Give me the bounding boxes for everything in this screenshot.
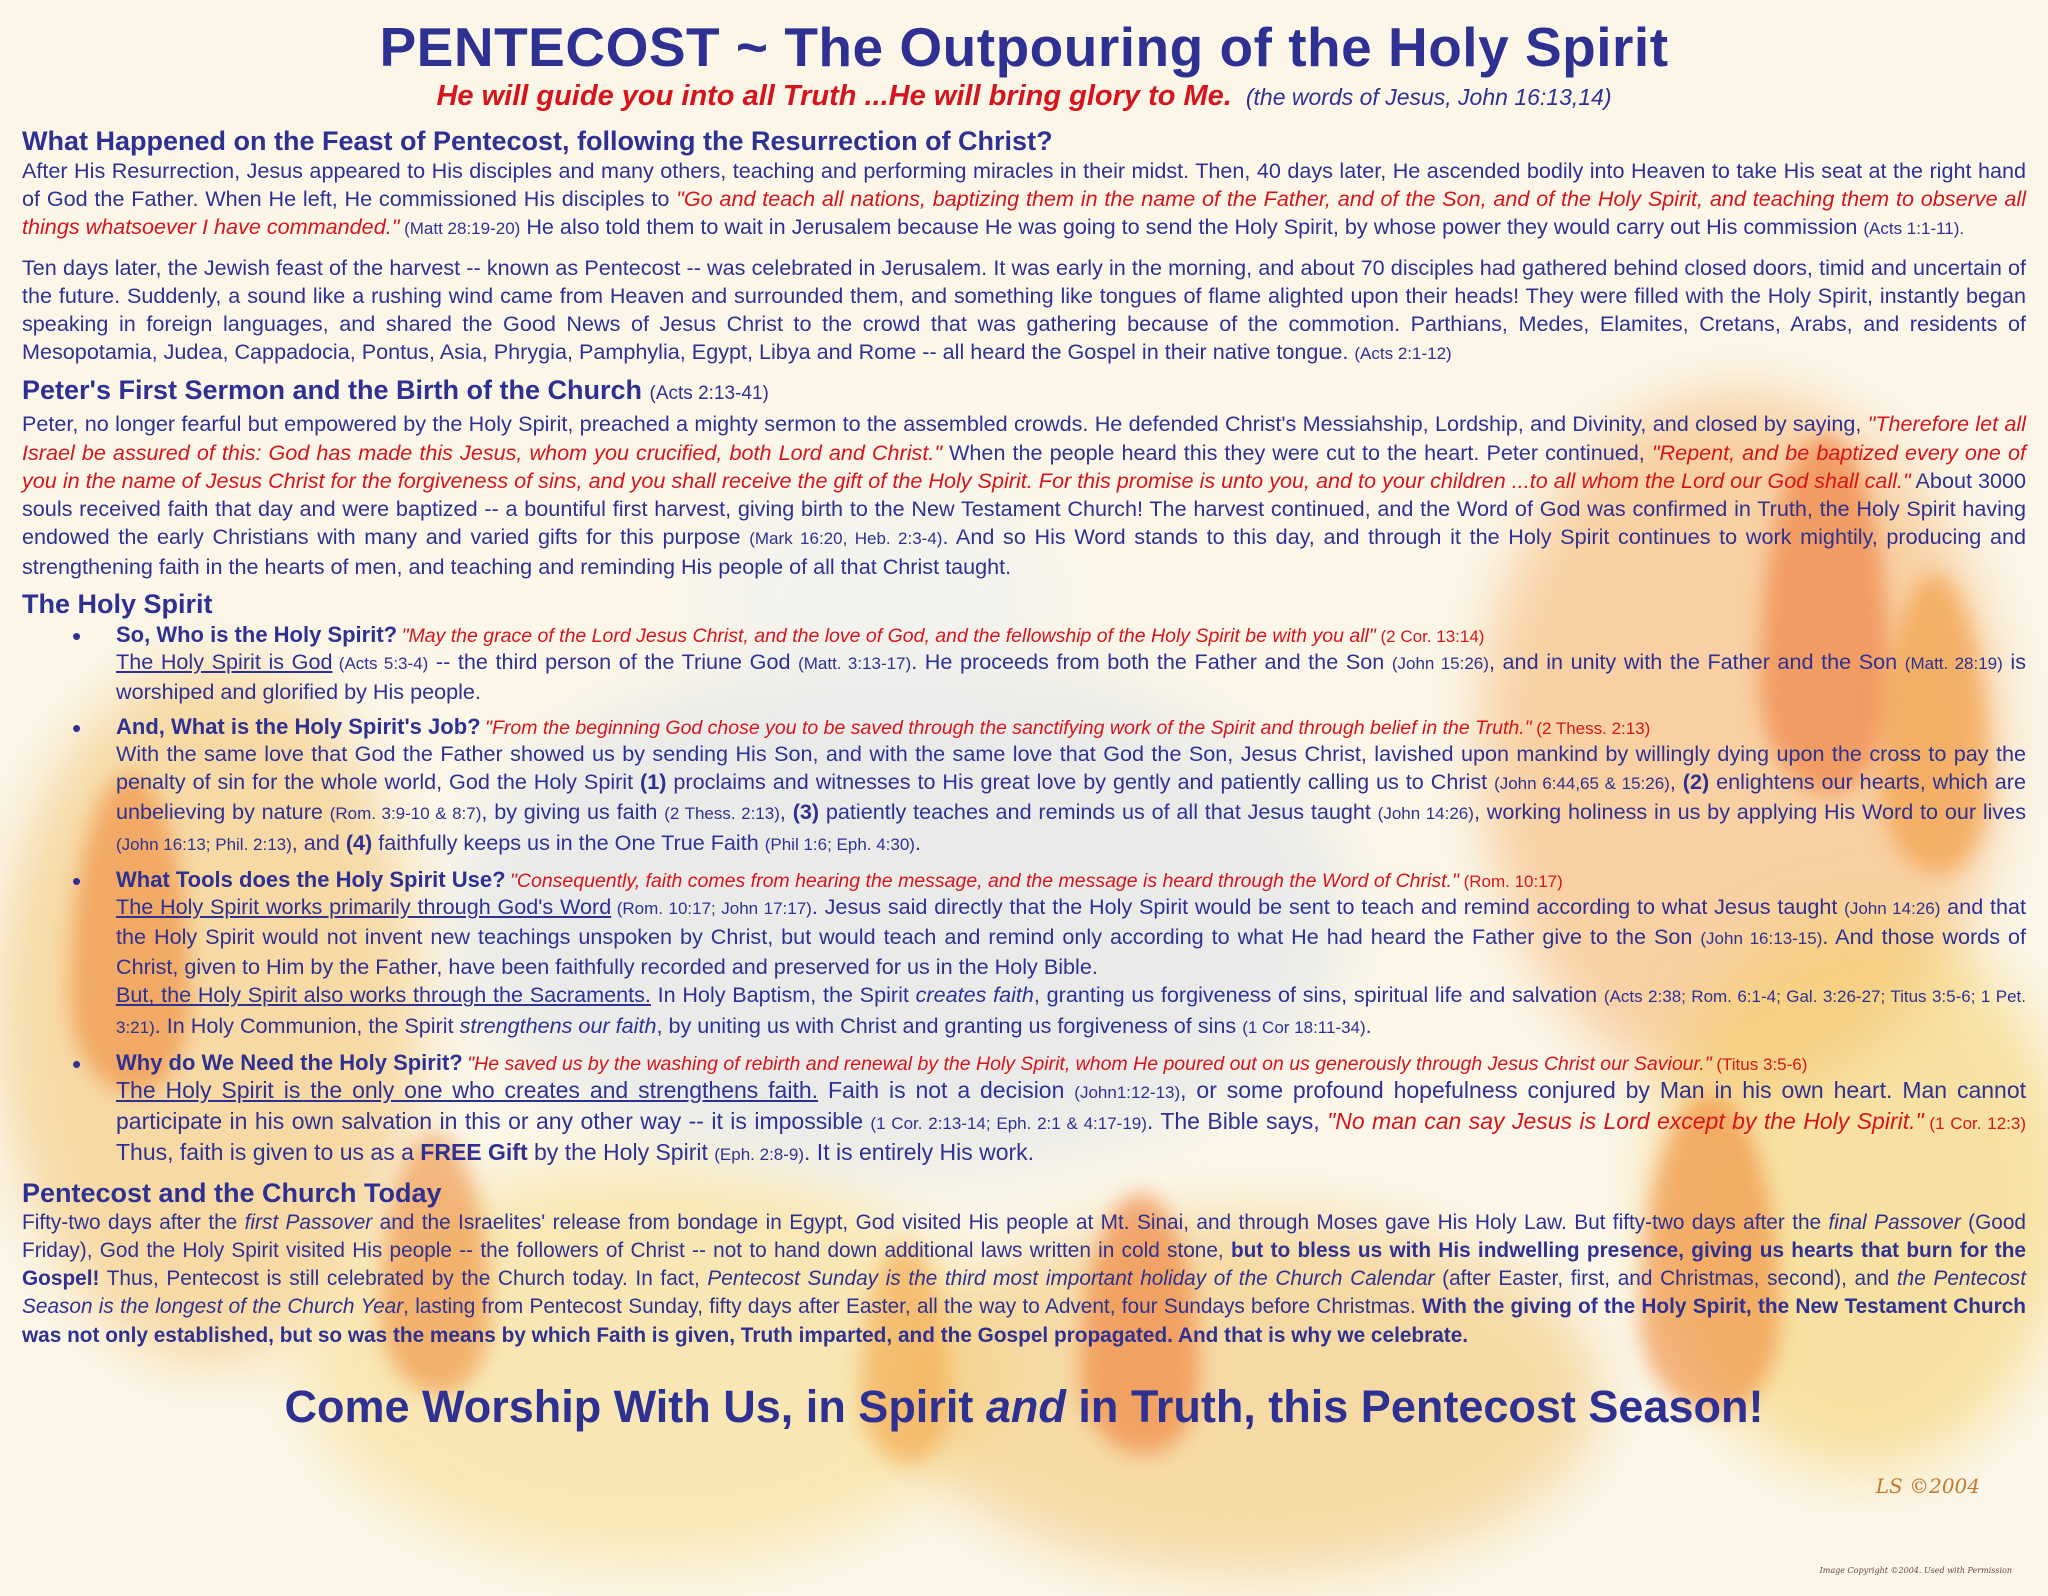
section-feast-paragraph-1: After His Resurrection, Jesus appeared to His disciples and many others, teaching and performing miracles in their midst. Then, 40 days later, He ascended bodily into Heaven to take His seat at the right hand of God the Father. When He left, He commissioned His disciples to "Go and teach all nations, baptizing them in the name of the Father, and of the Son, and of the Holy Spirit, and teaching them to observe all things whatsoever I have commanded." (Matt 28:19-20) He also told them to wait in Jerusalem because He was going to send the Holy Spirit, by whose power they would carry out His commission (Acts 1:1-11). — [22, 158, 2026, 240]
section-heading-holy-spirit: The Holy Spirit — [22, 588, 213, 619]
page-title: PENTECOST ~ The Outpouring of the Holy Spirit — [379, 16, 1669, 78]
holy-spirit-list — [22, 622, 2026, 1169]
bullet-icon: • — [72, 1048, 82, 1079]
closing-invitation: Come Worship With Us, in Spirit and in Truth, this Pentecost Season! — [284, 1380, 1764, 1432]
list-item-who: • So, Who is the Holy Spirit? "May the grace of the Lord Jesus Christ, and the love of God, and the fellowship of the Holy Spirit be with you all" (2 Cor. 13:14) The Holy Spirit is God (Acts 5:3-4) -- the third person of the Triune God (Matt. 3:13-17). He proceeds from both the Father and the Son (John 15:26), and in unity with the Father and the Son (Matt. 28:19) is worshiped and glorified by His people. — [72, 620, 2026, 704]
bullet-icon: • — [72, 865, 82, 896]
artist-signature: LS ©2004 — [1875, 1474, 1980, 1498]
list-item-job: • And, What is the Holy Spirit's Job? "From the beginning God chose you to be saved through the sanctifying work of the Spirit and through belief in the Truth." (2 Thess. 2:13) With the same love that God the Father showed us by sending His Son, and with the same love that God the Son, Jesus Christ, lavished upon mankind by willingly dying upon the cross to pay the penalty of sin for the whole world, God the Holy Spirit (1) proclaims and witnesses to His great love by gently and patiently calling us to Christ (John 6:44,65 & 15:26), (2) enlightens our hearts, which are unbelieving by nature (Rom. 3:9-10 & 8:7), by giving us faith (2 Thess. 2:13), (3) patiently teaches and reminds us of all that Jesus taught (John 14:26), working holiness in us by applying His Word to our lives (John 16:13; Phil. 2:13), and (4) faithfully keeps us in the One True Faith (Phil 1:6; Eph. 4:30). — [72, 713, 2027, 855]
image-credit: Image Copyright ©2004. Used with Permission — [1819, 1566, 2012, 1575]
list-item-tools: • What Tools does the Holy Spirit Use? "Consequently, faith comes from hearing the message, and the message is heard through the Word of Christ." (Rom. 10:17) The Holy Spirit works primarily through God's Word (Rom. 10:17; John 17:17). Jesus said directly that the Holy Spirit would be sent to teach and remind according to what Jesus taught (John 14:26) and that the Holy Spirit would not invent new teachings unspoken by Christ, but would teach and remind only according to what He had heard the Father give to the Son (John 16:13-15). And those words of Christ, given to Him by the Father, have been faithfully recorded and preserved for us in the Holy Bible. But, the Holy Spirit also works through the Sacraments. In Holy Baptism, the Spirit creates faith, granting us forgiveness of sins, spiritual life and salvation (Acts 2:38; Rom. 6:1-4; Gal. 3:26-27; Titus 3:5-6; 1 Pet. 3:21). In Holy Communion, the Spirit strengthens our faith, by uniting us with Christ and granting us forgiveness of sins (1 Cor 18:11-34). — [72, 865, 2026, 1038]
section-heading-church-today: Pentecost and the Church Today — [22, 1177, 442, 1208]
subtitle-citation: (the words of Jesus, John 16:13,14) — [1245, 84, 1612, 110]
bullet-icon: • — [72, 620, 82, 651]
list-item-need: • Why do We Need the Holy Spirit? "He saved us by the washing of rebirth and renewal by the Holy Spirit, whom He poured out on us generously through Jesus Christ our Saviour." (Titus 3:5-6) The Holy Spirit is the only one who creates and strengthens faith. Faith is not a decision (John1:12-13), or some profound hopefulness conjured by Man in his own heart. Man cannot participate in his own salvation in this or any other way -- it is impossible (1 Cor. 2:13-14; Eph. 2:1 & 4:17-19). The Bible says, "No man can say Jesus is Lord except by the Holy Spirit." (1 Cor. 12:3) Thus, faith is given to us as a FREE Gift by the Holy Spirit (Eph. 2:8-9). It is entirely His work. — [72, 1048, 2027, 1165]
section-feast-paragraph-2: Ten days later, the Jewish feast of the harvest -- known as Pentecost -- was celebrated in Jerusalem. It was early in the morning, and about 70 disciples had gathered behind closed doors, timid and uncertain of the future. Suddenly, a sound like a rushing wind came from Heaven and surrounded them, and something like tongues of flame alighted upon their heads! They were filled with the Holy Spirit, instantly began speaking in foreign languages, and shared the Good News of Jesus Christ to the crowd that was gathering because of the commotion. Parthians, Medes, Elamites, Cretans, Arabs, and residents of Mesopotamia, Judea, Cappadocia, Pontus, Asia, Phrygia, Pamphylia, Egypt, Libya and Rome -- all heard the Gospel in their native tongue. (Acts 2:1-12) — [22, 254, 2026, 365]
section-church-today-paragraph: Fifty-two days after the first Passover and the Israelites' release from bondage in Egypt, God visited His people at Mt. Sinai, and through Moses gave His Holy Law. But fifty-two days after the final Passover (Good Friday), God the Holy Spirit visited His people -- the followers of Christ -- not to hand down additional laws written in cold stone, but to bless us with His indwelling presence, giving us hearts that burn for the Gospel! Thus, Pentecost is still celebrated by the Church today. In fact, Pentecost Sunday is the third most important holiday of the Church Calendar (after Easter, first, and Christmas, second), and the Pentecost Season is the longest of the Church Year, lasting from Pentecost Sunday, fifty days after Easter, all the way to Advent, four Sundays before Christmas. With the giving of the Holy Spirit, the New Testament Church was not only established, but so was the means by which Faith is given, Truth imparted, and the Gospel propagated. And that is why we celebrate. — [22, 1210, 2026, 1347]
subtitle-quote: He will guide you into all Truth ...He will bring glory to Me. — [436, 80, 1232, 112]
subtitle — [22, 78, 2026, 119]
bullet-icon: • — [72, 713, 82, 744]
poster-content — [0, 14, 2048, 1434]
section-heading-feast: What Happened on the Feast of Pentecost, following the Resurrection of Christ? — [22, 126, 1053, 156]
section-sermon-paragraph: Peter, no longer fearful but empowered by the Holy Spirit, preached a mighty sermon to the assembled crowds. He defended Christ's Messiahship, Lordship, and Divinity, and closed by saying, "Therefore let all Israel be assured of this: God has made this Jesus, whom you crucified, both Lord and Christ." When the people heard this they were cut to the heart. Peter continued, "Repent, and be baptized every one of you in the name of Jesus Christ for the forgiveness of sins, and you shall receive the gift of the Holy Spirit. For this promise is unto you, and to your children ...to all whom the Lord our God shall call." About 3000 souls received faith that day and were baptized -- a bountiful first harvest, giving birth to the New Testament Church! The harvest continued, and the Word of God was confirmed in Truth, the Holy Spirit having endowed the early Christians with many and varied gifts for this purpose (Mark 16:20, Heb. 2:3-4). And so His Word stands to this day, and through it the Holy Spirit continues to work mightily, producing and strengthening faith in the hearts of men, and teaching and reminding His people of all that Christ taught. — [22, 411, 2027, 580]
section-heading-sermon: Peter's First Sermon and the Birth of the Church (Acts 2:13-41) — [22, 375, 769, 406]
